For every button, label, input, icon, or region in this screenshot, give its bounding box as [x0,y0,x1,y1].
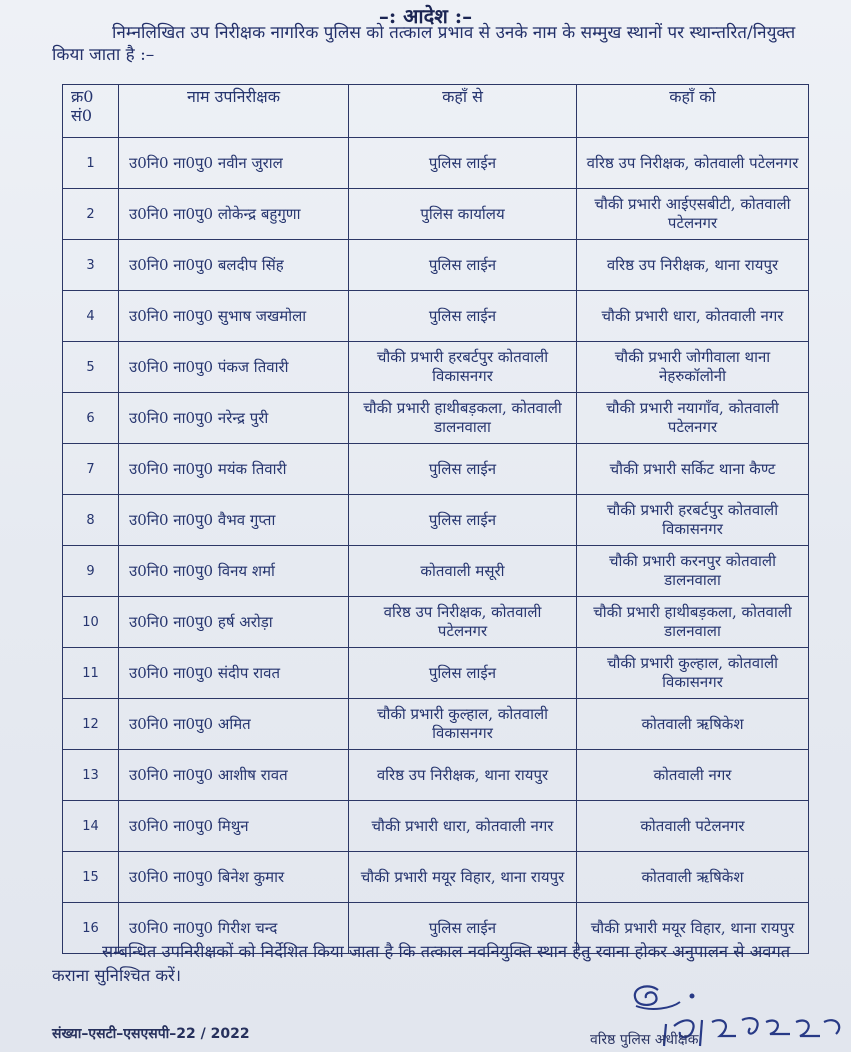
serial-cell: 11 [63,648,119,699]
to-cell: चौकी प्रभारी कुल्हाल, कोतवाली विकासनगर [577,648,809,699]
name-cell: उ0नि0 ना0पु0 संदीप रावत [119,648,349,699]
serial-cell: 13 [63,750,119,801]
name-cell: उ0नि0 ना0पु0 हर्ष अरोड़ा [119,597,349,648]
from-cell: पुलिस कार्यालय [349,189,577,240]
table-header-row [63,85,809,138]
table-row [63,240,809,291]
to-cell: चौकी प्रभारी धारा, कोतवाली नगर [577,291,809,342]
table-row [63,597,809,648]
serial-cell: 14 [63,801,119,852]
from-cell: पुलिस लाईन [349,444,577,495]
from-cell: पुलिस लाईन [349,903,577,954]
table-row [63,495,809,546]
order-heading: –: आदेश :– [378,4,473,28]
name-cell: उ0नि0 ना0पु0 नरेन्द्र पुरी [119,393,349,444]
table-row [63,699,809,750]
from-cell: चौकी प्रभारी हाथीबड़कला, कोतवाली डालनवाला [349,393,577,444]
from-cell: पुलिस लाईन [349,291,577,342]
name-cell: उ0नि0 ना0पु0 पंकज तिवारी [119,342,349,393]
transfer-table [62,84,809,954]
from-cell: चौकी प्रभारी मयूर विहार, थाना रायपुर [349,852,577,903]
serial-cell: 3 [63,240,119,291]
table-row [63,291,809,342]
serial-cell: 10 [63,597,119,648]
table-row [63,648,809,699]
to-cell: कोतवाली पटेलनगर [577,801,809,852]
to-cell: वरिष्ठ उप निरीक्षक, थाना रायपुर [577,240,809,291]
instruction-note: सम्बन्धित उपनिरीक्षकों को निर्देशित किया जाता है कि तत्काल नवनियुक्ति स्थान हेतु रवाना होकर अनुपालन से अवगत कराना सुनिश्चित करें। [52,942,791,985]
name-cell: उ0नि0 ना0पु0 बलदीप सिंह [119,240,349,291]
serial-cell: 15 [63,852,119,903]
to-cell: चौकी प्रभारी हाथीबड़कला, कोतवाली डालनवाला [577,597,809,648]
officer-designation: वरिष्ठ पुलिस अधीक्षक [590,1032,699,1048]
name-cell: उ0नि0 ना0पु0 वैभव गुप्ता [119,495,349,546]
serial-cell: 7 [63,444,119,495]
serial-cell: 8 [63,495,119,546]
table-row [63,546,809,597]
to-cell: कोतवाली ऋषिकेश [577,699,809,750]
to-cell: कोतवाली ऋषिकेश [577,852,809,903]
serial-cell: 6 [63,393,119,444]
to-cell: चौकी प्रभारी मयूर विहार, थाना रायपुर [577,903,809,954]
table-row [63,750,809,801]
from-cell: कोतवाली मसूरी [349,546,577,597]
intro-paragraph: निम्नलिखित उप निरीक्षक नागरिक पुलिस को तत्काल प्रभाव से उनके नाम के सम्मुख स्थानों पर स्थान्तरित/नियुक्त किया जाता है :– [52,23,796,65]
from-cell: पुलिस लाईन [349,240,577,291]
name-cell: उ0नि0 ना0पु0 मयंक तिवारी [119,444,349,495]
to-cell: चौकी प्रभारी सर्किट थाना कैण्ट [577,444,809,495]
serial-cell: 9 [63,546,119,597]
table-row [63,138,809,189]
header-to: कहाँ को [577,85,809,138]
to-cell: वरिष्ठ उप निरीक्षक, कोतवाली पटेलनगर [577,138,809,189]
name-cell: उ0नि0 ना0पु0 अमित [119,699,349,750]
from-cell: चौकी प्रभारी हरबर्टपुर कोतवाली विकासनगर [349,342,577,393]
table-row [63,852,809,903]
from-cell: पुलिस लाईन [349,648,577,699]
from-cell: चौकी प्रभारी कुल्हाल, कोतवाली विकासनगर [349,699,577,750]
from-cell: वरिष्ठ उप निरीक्षक, कोतवाली पटेलनगर [349,597,577,648]
to-cell: चौकी प्रभारी नयागाँव, कोतवाली पटेलनगर [577,393,809,444]
from-cell: पुलिस लाईन [349,138,577,189]
table-row [63,189,809,240]
from-cell: वरिष्ठ उप निरीक्षक, थाना रायपुर [349,750,577,801]
from-cell: चौकी प्रभारी धारा, कोतवाली नगर [349,801,577,852]
name-cell: उ0नि0 ना0पु0 बिनेश कुमार [119,852,349,903]
serial-cell: 16 [63,903,119,954]
table-row [63,801,809,852]
name-cell: उ0नि0 ना0पु0 सुभाष जखमोला [119,291,349,342]
to-cell: कोतवाली नगर [577,750,809,801]
table-row [63,393,809,444]
name-cell: उ0नि0 ना0पु0 मिथुन [119,801,349,852]
serial-cell: 4 [63,291,119,342]
header-from: कहाँ से [349,85,577,138]
table-row [63,444,809,495]
reference-number: संख्या–एसटी–एसएसपी–22 / 2022 [52,1026,250,1042]
serial-cell: 5 [63,342,119,393]
from-cell: पुलिस लाईन [349,495,577,546]
to-cell: चौकी प्रभारी आईएसबीटी, कोतवाली पटेलनगर [577,189,809,240]
serial-cell: 2 [63,189,119,240]
table-body [63,138,809,954]
serial-cell: 12 [63,699,119,750]
table-row [63,342,809,393]
to-cell: चौकी प्रभारी हरबर्टपुर कोतवाली विकासनगर [577,495,809,546]
to-cell: चौकी प्रभारी जोगीवाला थाना नेहरुकॉलोनी [577,342,809,393]
header-name: नाम उपनिरीक्षक [119,85,349,138]
name-cell: उ0नि0 ना0पु0 नवीन जुराल [119,138,349,189]
name-cell: उ0नि0 ना0पु0 गिरीश चन्द [119,903,349,954]
to-cell: चौकी प्रभारी करनपुर कोतवाली डालनवाला [577,546,809,597]
name-cell: उ0नि0 ना0पु0 आशीष रावत [119,750,349,801]
serial-cell: 1 [63,138,119,189]
name-cell: उ0नि0 ना0पु0 लोकेन्द्र बहुगुणा [119,189,349,240]
header-serial: क्र0 सं0 [63,85,119,138]
name-cell: उ0नि0 ना0पु0 विनय शर्मा [119,546,349,597]
